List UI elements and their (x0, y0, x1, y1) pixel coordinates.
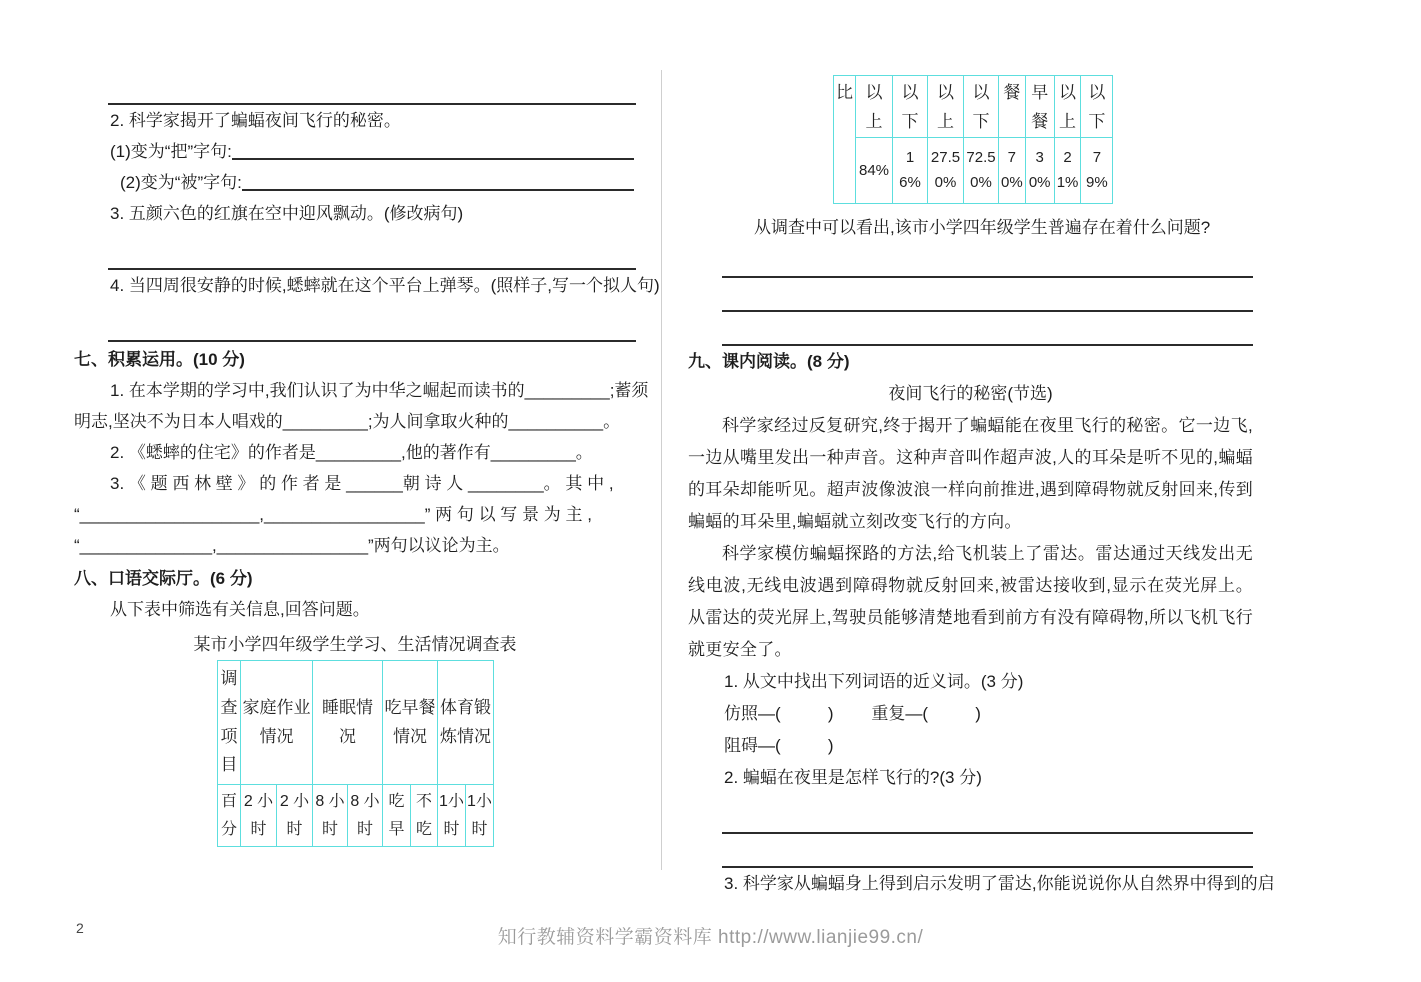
table-cell: 16% (893, 137, 928, 203)
table-cell: 以上 (928, 76, 964, 138)
passage-paragraph: 科学家经过反复研究,终于揭开了蝙蝠能在夜里飞行的秘密。它一边飞,一边从嘴里发出一种声音。这种声音叫作超声波,人的耳朵是听不见的,蝙蝠的耳朵却能听见。超声波像波浪一样向前推进,遇到障碍物就反射回来,传到蝙蝠的耳朵里,蝙蝠就立刻改变飞行的方向。 (688, 415, 1253, 531)
table-cell: 早餐 (1025, 76, 1054, 138)
table-cell: 家庭作业情况 (241, 661, 313, 785)
table-cell: 72.50% (964, 137, 999, 203)
table-cell: 吃早 (383, 785, 411, 847)
table-cell: 不吃 (411, 785, 438, 847)
text-line: (1)变为“把”字句: (110, 142, 232, 161)
section-heading: 九、课内阅读。(8 分) (688, 351, 850, 371)
table-cell: 8 小时 (313, 785, 348, 847)
answer-line (722, 244, 1253, 278)
footer-text: 知行教辅资料学霸资料库 http://www.lianjie99.cn/ (497, 927, 924, 948)
table-cell: 调查项目 (218, 661, 241, 785)
answer-line (108, 237, 636, 270)
survey-table-left (217, 660, 636, 847)
table-cell: 8 小时 (348, 785, 383, 847)
survey-table-right (833, 75, 1253, 204)
table-cell: 体育锻炼情况 (438, 661, 494, 785)
table-cell: 30% (1025, 137, 1054, 203)
text-line: 从下表中筛选有关信息,回答问题。 (110, 600, 370, 619)
table-cell: 百分 (218, 785, 241, 847)
passage-paragraph: 科学家模仿蝙蝠探路的方法,给飞机装上了雷达。雷达通过天线发出无线电波,无线电波遇到障碍物就反射回来,被雷达接收到,显示在荧光屏上。从雷达的荧光屏上,驾驶员能够清楚地看到前方有没有障碍物,所以飞机飞行就更安全了。 (688, 543, 1253, 659)
text-line: 1. 在本学期的学习中,我们认识了为中华之崛起而读书的_________;蓄须 (110, 381, 649, 400)
text-line: 从调查中可以看出,该市小学四年级学生普遍存在着什么问题? (754, 217, 1211, 237)
text-line: 阻碍—( ) (724, 735, 834, 755)
table-cell: 2 小时 (241, 785, 277, 847)
text-line: “______________,________________”两句以议论为主。 (74, 536, 510, 555)
table-cell: 84% (856, 137, 893, 203)
table-cell: 以下 (964, 76, 999, 138)
table-cell: 餐 (999, 76, 1026, 138)
answer-line (722, 834, 1253, 868)
text-line: 2. 蝙蝠在夜里是怎样飞行的?(3 分) (724, 767, 982, 787)
left-column (74, 72, 660, 847)
answer-line (722, 278, 1253, 312)
center-title: 某市小学四年级学生学习、生活情况调查表 (193, 635, 517, 654)
table-cell: 以下 (893, 76, 928, 138)
section-heading: 七、积累运用。(10 分) (74, 350, 245, 369)
table-cell: 比 (834, 76, 856, 204)
column-divider (661, 70, 662, 870)
text-line: 2. 《蟋蟀的住宅》的作者是_________,他的著作有_________。 (110, 443, 593, 462)
text-line: 3. 五颜六色的红旗在空中迎风飘动。(修改病句) (110, 204, 464, 223)
text-line: 3. 科学家从蝙蝠身上得到启示发明了雷达,你能说说你从自然界中得到的启 (724, 873, 1275, 893)
answer-line (108, 72, 636, 105)
table-cell: 以上 (856, 76, 893, 138)
table-cell: 以上 (1054, 76, 1081, 138)
table-cell: 睡眠情况 (313, 661, 383, 785)
text-line: “___________________,_________________” 两 句 以 写 景 为 主 , (74, 505, 592, 524)
table-cell: 21% (1054, 137, 1081, 203)
fill-in-line (74, 167, 636, 198)
answer-line (722, 800, 1253, 834)
right-column (688, 75, 1275, 900)
table-cell: 2 小时 (277, 785, 313, 847)
answer-line (108, 309, 636, 342)
table-cell: 70% (999, 137, 1026, 203)
fill-in-line (74, 136, 636, 167)
answer-line (722, 312, 1253, 346)
section-heading: 八、口语交际厅。(6 分) (74, 569, 253, 588)
text-line: 仿照—( ) 重复—( ) (724, 703, 981, 723)
table-cell: 以下 (1081, 76, 1113, 138)
page-number: 2 (76, 920, 84, 936)
text-line: 2. 科学家揭开了蝙蝠夜间飞行的秘密。 (110, 111, 401, 130)
table-cell: 1小时 (438, 785, 466, 847)
text-line: 1. 从文中找出下列词语的近义词。(3 分) (724, 671, 1024, 691)
text-line: 3. 《 题 西 林 壁 》 的 作 者 是 ______朝 诗 人 ________。 其 中 , (110, 474, 614, 493)
table-cell: 吃早餐情况 (383, 661, 438, 785)
text-line: 明志,坚决不为日本人唱戏的_________;为人间拿取火种的__________。 (74, 412, 621, 431)
answer-line (232, 136, 634, 160)
table-cell: 27.50% (928, 137, 964, 203)
text-line: (2)变为“被”字句: (120, 173, 242, 192)
center-title: 夜间飞行的秘密(节选) (888, 383, 1053, 403)
table-cell: 79% (1081, 137, 1113, 203)
table-cell: 1小时 (466, 785, 494, 847)
text-line: 4. 当四周很安静的时候,蟋蟀就在这个平台上弹琴。(照样子,写一个拟人句) (110, 276, 660, 295)
answer-line (242, 167, 634, 191)
